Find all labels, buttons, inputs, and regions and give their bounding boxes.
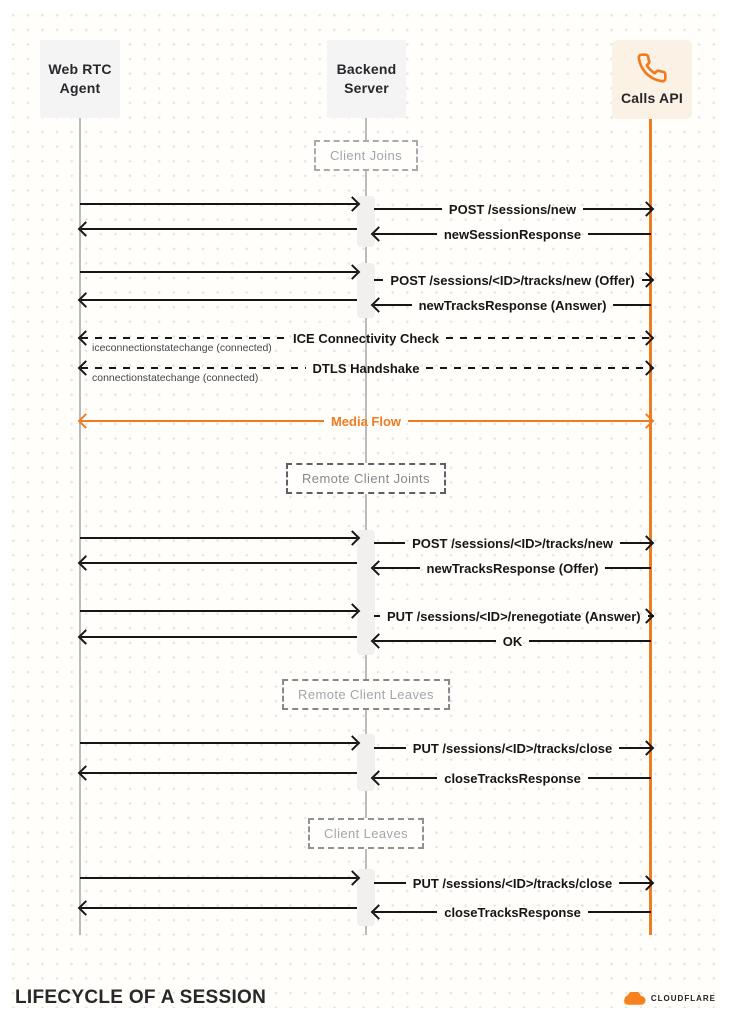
arrow-response bbox=[81, 765, 357, 781]
message-dashed-line bbox=[81, 337, 286, 339]
arrowhead-left-icon bbox=[371, 297, 387, 313]
actor-label: Backend Server bbox=[336, 61, 397, 96]
message-line bbox=[374, 542, 405, 544]
message-label: closeTracksResponse bbox=[444, 904, 581, 920]
arrowhead-left-icon bbox=[371, 560, 387, 576]
message-line bbox=[80, 610, 357, 612]
connection-state-note: connectionstatechange (connected) bbox=[92, 372, 259, 384]
message-close-tracks-response bbox=[374, 904, 651, 920]
message-line bbox=[81, 636, 357, 638]
message-put-tracks-close bbox=[374, 740, 651, 756]
arrowhead-left-icon bbox=[78, 413, 94, 429]
cloudflare-cloud-icon bbox=[623, 992, 648, 1005]
message-label: PUT /sessions/<ID>/tracks/close bbox=[412, 740, 613, 756]
message-label: ICE Connectivity Check bbox=[293, 330, 439, 346]
message-label: newSessionResponse bbox=[443, 226, 582, 242]
message-line bbox=[80, 877, 357, 879]
message-line bbox=[374, 882, 406, 884]
arrow-response bbox=[81, 292, 357, 308]
message-line bbox=[588, 233, 651, 235]
phase-label: Client Leaves bbox=[324, 826, 408, 841]
arrowhead-left-icon bbox=[371, 770, 387, 786]
message-new-tracks-response-answer bbox=[374, 297, 651, 313]
page-title: LIFECYCLE OF A SESSION bbox=[15, 987, 267, 1008]
arrow-response bbox=[81, 221, 357, 237]
arrowhead-left-icon bbox=[78, 900, 94, 916]
arrowhead-left-icon bbox=[78, 555, 94, 571]
message-line bbox=[80, 742, 357, 744]
message-line bbox=[81, 562, 357, 564]
arrowhead-left-icon bbox=[78, 360, 94, 376]
message-label: POST /sessions/<ID>/tracks/new (Offer) bbox=[390, 272, 635, 288]
actor-calls-api bbox=[612, 40, 692, 119]
message-post-tracks-new-offer bbox=[374, 272, 651, 288]
message-line bbox=[408, 420, 651, 422]
arrow-response bbox=[81, 900, 357, 916]
message-label: PUT /sessions/<ID>/renegotiate (Answer) bbox=[387, 608, 641, 624]
message-label: OK bbox=[502, 633, 523, 649]
message-line bbox=[588, 911, 651, 913]
message-label: POST /sessions/new bbox=[448, 201, 577, 217]
message-media-flow bbox=[81, 413, 651, 429]
ice-state-note: iceconnectionstatechange (connected) bbox=[92, 342, 272, 354]
message-line bbox=[80, 203, 357, 205]
phase-label: Remote Client Leaves bbox=[298, 687, 434, 702]
message-line bbox=[80, 271, 357, 273]
arrowhead-left-icon bbox=[78, 629, 94, 645]
message-line bbox=[81, 772, 357, 774]
message-dashed-line bbox=[446, 337, 651, 339]
message-line bbox=[588, 777, 651, 779]
arrowhead-left-icon bbox=[78, 765, 94, 781]
message-line bbox=[605, 567, 651, 569]
message-dashed-line bbox=[81, 367, 306, 369]
arrow-request bbox=[80, 735, 357, 751]
message-line bbox=[81, 299, 357, 301]
message-dashed-line bbox=[426, 367, 651, 369]
actor-webrtc-agent bbox=[40, 40, 120, 118]
phone-icon bbox=[636, 52, 668, 84]
message-line bbox=[529, 640, 651, 642]
message-line bbox=[374, 279, 383, 281]
phase-remote-client-joints bbox=[286, 463, 446, 494]
message-label: DTLS Handshake bbox=[312, 360, 420, 376]
message-label: newTracksResponse (Answer) bbox=[418, 297, 607, 313]
arrow-request bbox=[80, 196, 357, 212]
lifeline-webrtc-agent bbox=[79, 118, 81, 935]
arrowhead-left-icon bbox=[78, 221, 94, 237]
phase-label: Remote Client Joints bbox=[302, 471, 430, 486]
arrow-response bbox=[81, 555, 357, 571]
phase-client-joins bbox=[314, 140, 418, 171]
arrow-request bbox=[80, 530, 357, 546]
message-ok bbox=[374, 633, 651, 649]
cloudflare-logo bbox=[623, 992, 716, 1005]
message-line bbox=[81, 907, 357, 909]
arrowhead-left-icon bbox=[371, 226, 387, 242]
actor-label: Web RTC Agent bbox=[48, 61, 112, 96]
arrowhead-left-icon bbox=[371, 904, 387, 920]
arrow-request bbox=[80, 603, 357, 619]
message-new-tracks-response-offer bbox=[374, 560, 651, 576]
brand-text: CLOUDFLARE bbox=[650, 994, 716, 1003]
message-close-tracks-response bbox=[374, 770, 651, 786]
message-line bbox=[374, 208, 442, 210]
message-label: Media Flow bbox=[330, 413, 402, 429]
message-line bbox=[80, 537, 357, 539]
message-line bbox=[81, 228, 357, 230]
phase-label: Client Joins bbox=[330, 148, 402, 163]
activation-bar bbox=[357, 530, 375, 655]
message-post-sessions-new bbox=[374, 201, 651, 217]
message-label: closeTracksResponse bbox=[444, 770, 581, 786]
arrow-response bbox=[81, 629, 357, 645]
message-put-tracks-close bbox=[374, 875, 651, 891]
message-line bbox=[613, 304, 651, 306]
message-line bbox=[374, 747, 406, 749]
message-new-session-response bbox=[374, 226, 651, 242]
message-label: newTracksResponse (Offer) bbox=[426, 560, 599, 576]
actor-label: Calls API bbox=[621, 89, 683, 106]
arrow-request bbox=[80, 264, 357, 280]
message-post-tracks-new bbox=[374, 535, 651, 551]
message-line bbox=[374, 640, 496, 642]
arrowhead-left-icon bbox=[78, 292, 94, 308]
arrowhead-left-icon bbox=[78, 330, 94, 346]
arrowhead-left-icon bbox=[371, 633, 387, 649]
actor-backend-server bbox=[327, 40, 406, 118]
phase-client-leaves bbox=[308, 818, 424, 849]
message-label: POST /sessions/<ID>/tracks/new bbox=[412, 535, 613, 551]
message-label: PUT /sessions/<ID>/tracks/close bbox=[412, 875, 613, 891]
arrow-request bbox=[80, 870, 357, 886]
message-put-renegotiate-answer bbox=[374, 608, 651, 624]
phase-remote-client-leaves bbox=[282, 679, 450, 710]
message-line bbox=[81, 420, 324, 422]
